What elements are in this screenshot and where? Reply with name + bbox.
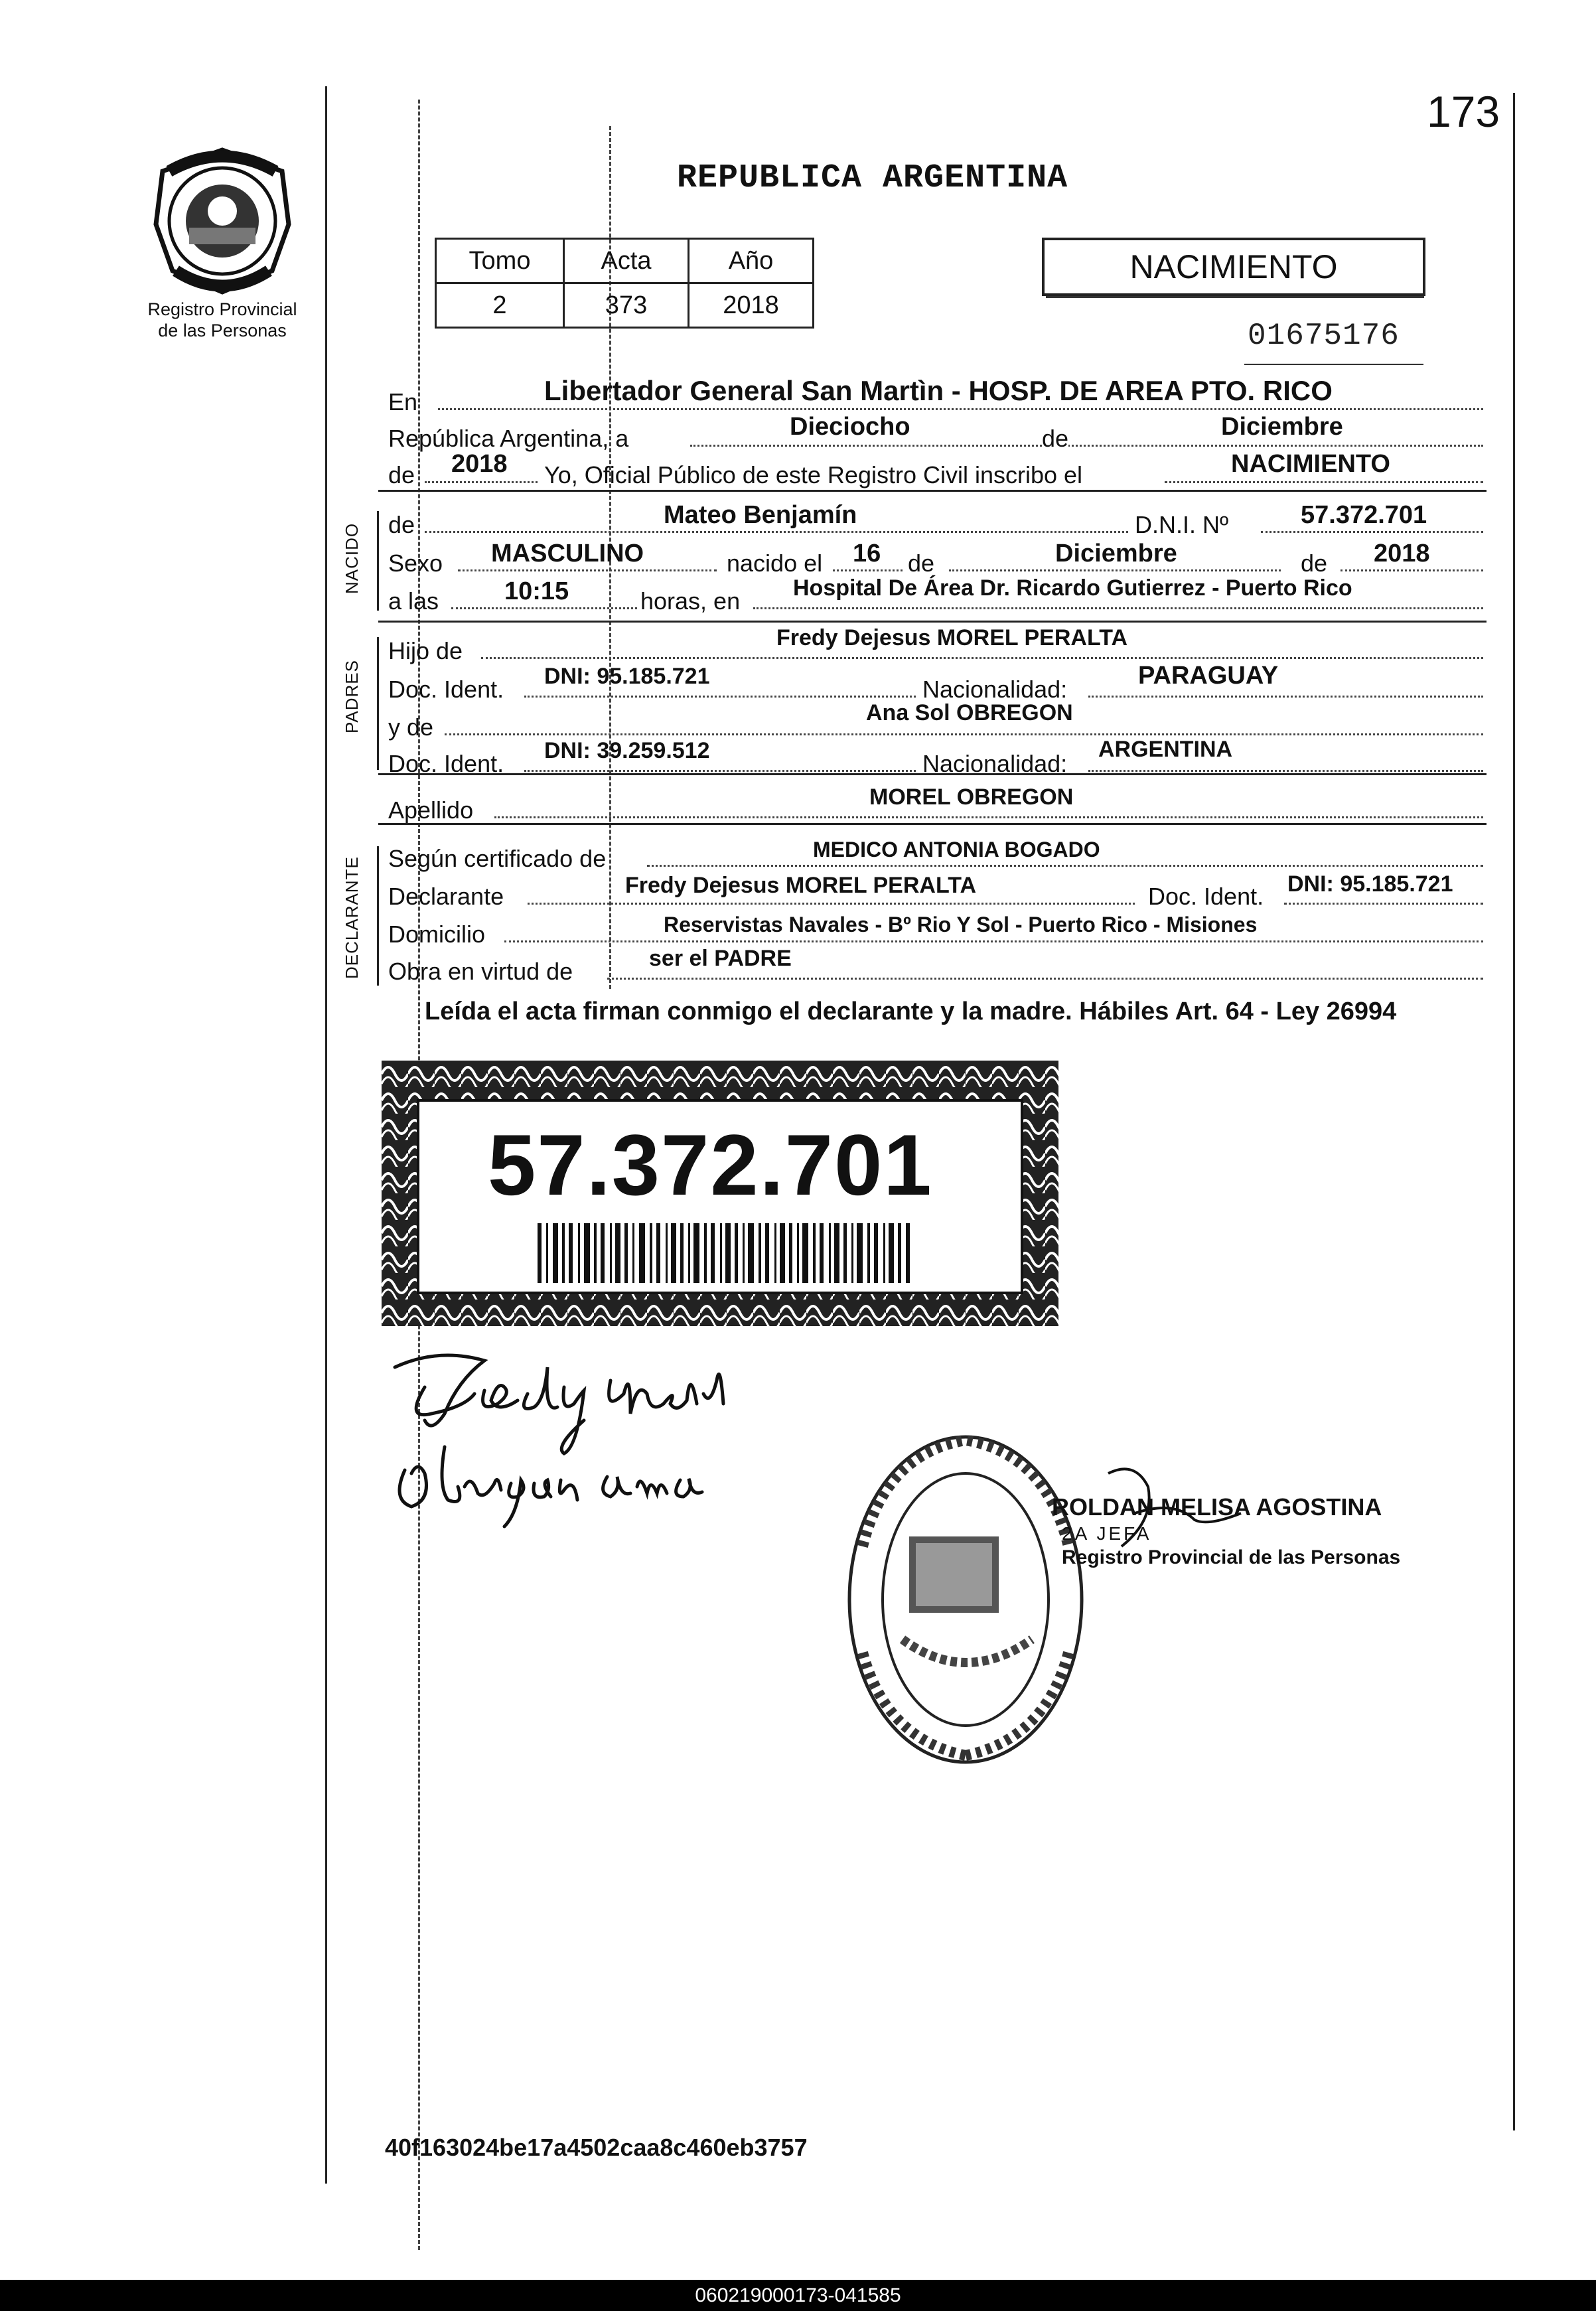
section-divider <box>378 490 1487 492</box>
label-sexo: Sexo <box>388 550 443 577</box>
value-sexo: MASCULINO <box>491 540 644 567</box>
value-obra: ser el PADRE <box>649 946 792 971</box>
dotted-line <box>833 569 903 571</box>
label-en: En <box>388 388 418 415</box>
dotted-line <box>607 978 1483 980</box>
value-birth-day: 16 <box>853 540 881 567</box>
dotted-line <box>524 696 916 698</box>
record-type-underline <box>1046 296 1424 298</box>
dotted-line <box>494 816 1483 818</box>
value-father-nationality: PARAGUAY <box>1138 662 1279 690</box>
label-de-month: de <box>908 550 935 577</box>
label-apellido: Apellido <box>388 796 474 824</box>
dotted-line <box>438 408 1483 410</box>
section-label-nacido: NACIDO <box>342 522 362 594</box>
book-value-tomo: 2 <box>436 283 564 328</box>
label-a-las: a las <box>388 587 439 615</box>
label-horas-en: horas, en <box>640 587 741 615</box>
page-number: 173 <box>1427 87 1500 136</box>
value-time: 10:15 <box>504 577 569 605</box>
value-declarant-doc: DNI: 95.185.721 <box>1287 871 1453 897</box>
dotted-line <box>524 770 916 772</box>
value-hospital: Hospital De Área Dr. Ricardo Gutierrez - Puerto Rico <box>793 575 1352 601</box>
left-margin-line <box>325 86 327 2184</box>
dotted-line <box>425 481 538 483</box>
book-value-acta: 373 <box>564 283 689 328</box>
dotted-line <box>458 569 717 571</box>
value-certificate: MEDICO ANTONIA BOGADO <box>813 838 1100 861</box>
section-divider <box>378 773 1487 775</box>
value-day-words: Dieciocho <box>790 413 910 441</box>
footer-barcode-text: 060219000173-041585 <box>0 2280 1596 2311</box>
label-domicilio: Domicilio <box>388 921 486 948</box>
logo-caption <box>113 299 332 341</box>
label-de-year: de <box>388 461 415 488</box>
dotted-line <box>647 865 1483 867</box>
value-apellido: MOREL OBREGON <box>869 784 1074 810</box>
value-father-name: Fredy Dejesus MOREL PERALTA <box>776 625 1127 650</box>
value-birth-month: Diciembre <box>1055 540 1177 567</box>
label-y-de: y de <box>388 713 434 741</box>
book-value-ano: 2018 <box>689 283 814 328</box>
right-margin-line <box>1513 93 1515 2130</box>
section-bracket <box>377 511 379 611</box>
book-header-ano: Año <box>689 239 814 283</box>
value-child-dni: 57.372.701 <box>1301 501 1427 529</box>
section-label-padres: PADRES <box>342 660 362 733</box>
label-republica: República Argentina, a <box>388 425 629 452</box>
label-obra-en-virtud: Obra en virtud de <box>388 958 573 985</box>
value-year: 2018 <box>451 450 508 478</box>
dotted-line <box>1261 531 1483 533</box>
label-doc-ident-declarant: Doc. Ident. <box>1148 883 1264 910</box>
country-title: REPUBLICA ARGENTINA <box>677 159 1068 197</box>
serial-underline <box>1244 364 1423 365</box>
value-place: Libertador General San Martìn - HOSP. DE AREA PTO. RICO <box>544 375 1333 406</box>
logo-caption-line-1: Registro Provincial <box>147 299 297 319</box>
section-label-declarante: DECLARANTE <box>342 856 362 979</box>
label-de: de <box>1042 425 1069 452</box>
dotted-line <box>528 903 1135 905</box>
book-header-acta: Acta <box>564 239 689 283</box>
label-oficial-text: Yo, Oficial Público de este Registro Civil inscribo el <box>544 461 1083 488</box>
logo-caption-line-2: de las Personas <box>158 321 287 340</box>
value-birth-year: 2018 <box>1374 540 1430 567</box>
dotted-line <box>949 569 1281 571</box>
label-nacido-el: nacido el <box>727 550 823 577</box>
officer-role: 2A JEFA <box>1062 1523 1152 1544</box>
label-nacionalidad: Nacionalidad: <box>922 676 1068 703</box>
dotted-line <box>1165 481 1483 483</box>
legal-text: Leída el acta firman conmigo el declarante y la madre. Hábiles Art. 64 - Ley 26994 <box>425 998 1397 1025</box>
section-bracket <box>377 637 379 770</box>
label-dni: D.N.I. Nº <box>1135 511 1229 538</box>
section-divider <box>378 621 1487 623</box>
value-father-doc: DNI: 95.185.721 <box>544 664 710 689</box>
label-doc-ident: Doc. Ident. <box>388 676 504 703</box>
book-header-tomo: Tomo <box>436 239 564 283</box>
officer-office: Registro Provincial de las Personas <box>1062 1546 1401 1568</box>
dotted-line <box>753 607 1483 609</box>
section-bracket <box>377 846 379 986</box>
document-hash: 40f163024be17a4502caa8c460eb3757 <box>385 2134 808 2161</box>
value-mother-name: Ana Sol OBREGON <box>866 700 1073 725</box>
dni-stamp-number: 57.372.701 <box>488 1116 933 1213</box>
value-child-name: Mateo Benjamín <box>664 501 857 529</box>
dotted-line <box>481 657 1483 659</box>
serial-number: 01675176 <box>1248 319 1400 353</box>
value-month: Diciembre <box>1221 413 1343 441</box>
value-domicilio: Reservistas Navales - Bº Rio Y Sol - Puerto Rico - Misiones <box>664 913 1258 936</box>
father-signature <box>385 1341 796 1533</box>
value-mother-nationality: ARGENTINA <box>1098 737 1233 762</box>
label-nacionalidad-mother: Nacionalidad: <box>922 750 1068 777</box>
dotted-line <box>1341 569 1483 571</box>
label-de-birth-year: de <box>1301 550 1328 577</box>
dotted-line <box>1088 696 1483 698</box>
dotted-line <box>445 733 1483 735</box>
section-divider <box>378 823 1487 825</box>
label-segun-certificado: Según certificado de <box>388 845 607 872</box>
label-hijo-de: Hijo de <box>388 637 463 664</box>
dotted-line <box>690 445 1483 447</box>
dotted-line <box>1284 903 1483 905</box>
dotted-line <box>504 940 1483 942</box>
registry-round-seal <box>839 1427 1092 1772</box>
dotted-line <box>1088 770 1483 772</box>
label-de-name: de <box>388 511 415 538</box>
officer-name: ROLDAN MELISA AGOSTINA <box>1052 1493 1382 1521</box>
dotted-line <box>425 531 1128 533</box>
dotted-line <box>451 607 637 609</box>
record-type-box: NACIMIENTO <box>1042 238 1425 296</box>
value-declarant-name: Fredy Dejesus MOREL PERALTA <box>625 873 976 898</box>
label-declarante: Declarante <box>388 883 504 910</box>
label-doc-ident-mother: Doc. Ident. <box>388 750 504 777</box>
province-seal-logo <box>139 145 305 297</box>
value-event: NACIMIENTO <box>1231 450 1390 478</box>
value-mother-doc: DNI: 39.259.512 <box>544 738 710 763</box>
book-table <box>435 238 814 329</box>
